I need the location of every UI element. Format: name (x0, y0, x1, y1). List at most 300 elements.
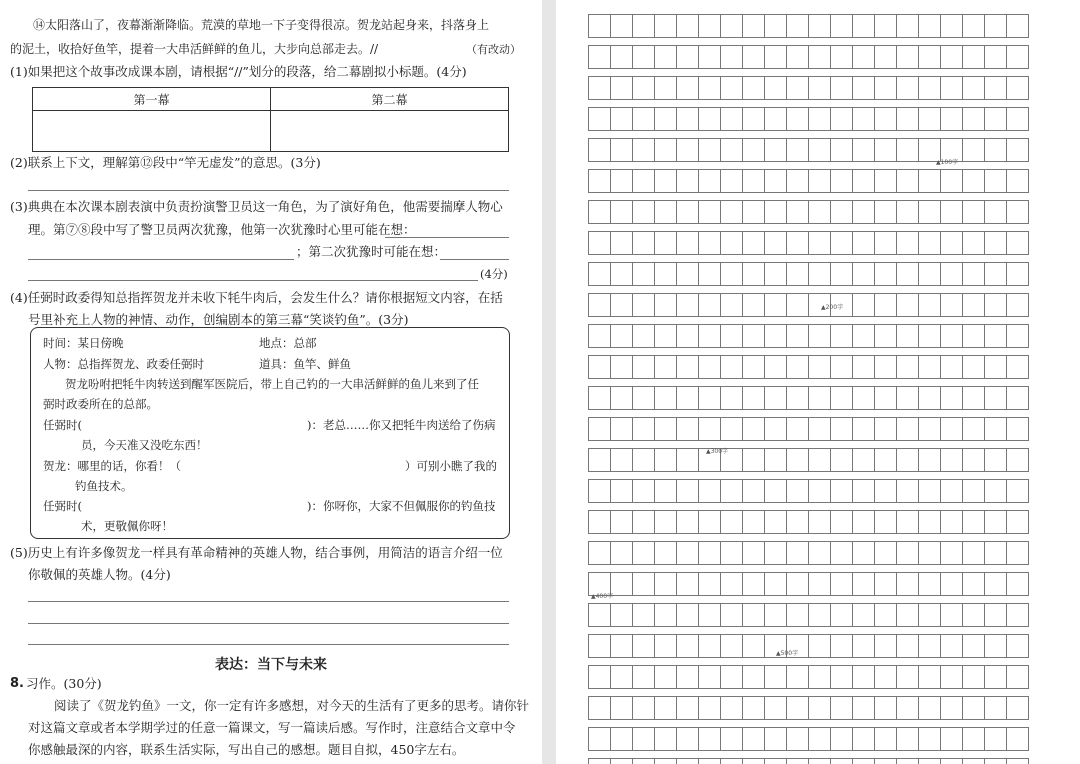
grid-cell[interactable] (589, 232, 611, 254)
grid-cell[interactable] (765, 573, 787, 595)
grid-cell[interactable] (963, 666, 985, 688)
grid-cell[interactable] (875, 201, 897, 223)
grid-cell[interactable] (589, 263, 611, 285)
grid-cell[interactable] (853, 449, 875, 471)
grid-cell[interactable] (919, 387, 941, 409)
grid-cell[interactable] (963, 418, 985, 440)
grid-cell[interactable] (743, 573, 765, 595)
grid-cell[interactable] (831, 15, 853, 37)
grid-cell[interactable] (919, 573, 941, 595)
grid-cell[interactable] (655, 170, 677, 192)
grid-cell[interactable] (985, 449, 1007, 471)
grid-cell[interactable] (919, 15, 941, 37)
grid-cell[interactable] (677, 480, 699, 502)
grid-cell[interactable] (1007, 449, 1029, 471)
grid-cell[interactable] (765, 294, 787, 316)
grid-cell[interactable] (875, 387, 897, 409)
grid-cell[interactable] (677, 46, 699, 68)
grid-cell[interactable] (985, 263, 1007, 285)
grid-cell[interactable] (1007, 635, 1029, 657)
grid-cell[interactable] (589, 325, 611, 347)
grid-cell[interactable] (919, 170, 941, 192)
grid-cell[interactable] (787, 697, 809, 719)
grid-cell[interactable] (699, 325, 721, 347)
grid-cell[interactable] (919, 325, 941, 347)
grid-cell[interactable] (809, 139, 831, 161)
grid-cell[interactable] (875, 77, 897, 99)
grid-cell[interactable] (743, 666, 765, 688)
grid-cell[interactable] (633, 325, 655, 347)
composition-grid[interactable] (588, 14, 1029, 764)
grid-cell[interactable] (897, 325, 919, 347)
grid-cell[interactable] (677, 356, 699, 378)
grid-cell[interactable] (699, 263, 721, 285)
grid-cell[interactable] (721, 356, 743, 378)
grid-cell[interactable] (611, 46, 633, 68)
grid-cell[interactable] (765, 77, 787, 99)
grid-cell[interactable] (875, 542, 897, 564)
grid-cell[interactable] (963, 325, 985, 347)
grid-cell[interactable] (699, 418, 721, 440)
grid-cell[interactable] (655, 139, 677, 161)
grid-cell[interactable] (699, 170, 721, 192)
grid-cell[interactable] (831, 697, 853, 719)
grid-cell[interactable] (875, 418, 897, 440)
grid-cell[interactable] (655, 108, 677, 130)
grid-cell[interactable] (853, 480, 875, 502)
grid-cell[interactable] (765, 325, 787, 347)
grid-cell[interactable] (721, 604, 743, 626)
grid-cell[interactable] (743, 387, 765, 409)
grid-cell[interactable] (809, 418, 831, 440)
grid-cell[interactable] (875, 232, 897, 254)
grid-cell[interactable] (721, 542, 743, 564)
grid-cell[interactable] (699, 77, 721, 99)
grid-cell[interactable] (589, 480, 611, 502)
grid-cell[interactable] (919, 232, 941, 254)
grid-cell[interactable] (743, 728, 765, 750)
grid-cell[interactable] (655, 728, 677, 750)
grid-cell[interactable] (853, 666, 875, 688)
grid-cell[interactable] (985, 542, 1007, 564)
grid-cell[interactable] (743, 697, 765, 719)
grid-cell[interactable] (699, 139, 721, 161)
grid-cell[interactable] (875, 511, 897, 533)
grid-cell[interactable] (787, 604, 809, 626)
grid-cell[interactable] (919, 635, 941, 657)
grid-cell[interactable] (633, 604, 655, 626)
answer-line-q5-1[interactable] (28, 601, 509, 602)
grid-cell[interactable] (831, 46, 853, 68)
grid-cell[interactable] (941, 759, 963, 764)
grid-cell[interactable] (853, 108, 875, 130)
grid-cell[interactable] (985, 604, 1007, 626)
grid-cell[interactable] (699, 728, 721, 750)
grid-cell[interactable] (985, 728, 1007, 750)
grid-cell[interactable] (633, 387, 655, 409)
grid-cell[interactable] (721, 728, 743, 750)
grid-cell[interactable] (809, 201, 831, 223)
grid-cell[interactable] (919, 480, 941, 502)
grid-cell[interactable] (1007, 77, 1029, 99)
grid-cell[interactable] (611, 480, 633, 502)
grid-cell[interactable] (743, 294, 765, 316)
grid-cell[interactable] (809, 728, 831, 750)
grid-cell[interactable] (633, 635, 655, 657)
grid-cell[interactable] (941, 666, 963, 688)
grid-cell[interactable] (897, 511, 919, 533)
grid-cell[interactable] (809, 108, 831, 130)
grid-cell[interactable] (677, 263, 699, 285)
grid-cell[interactable] (1007, 170, 1029, 192)
grid-cell[interactable] (809, 759, 831, 764)
grid-cell[interactable] (765, 480, 787, 502)
grid-cell[interactable] (743, 170, 765, 192)
grid-cell[interactable] (1007, 759, 1029, 764)
grid-cell[interactable] (633, 542, 655, 564)
grid-cell[interactable] (853, 387, 875, 409)
grid-cell[interactable] (985, 325, 1007, 347)
grid-cell[interactable] (787, 728, 809, 750)
grid-cell[interactable] (875, 294, 897, 316)
grid-cell[interactable] (853, 263, 875, 285)
grid-cell[interactable] (1007, 511, 1029, 533)
grid-cell[interactable] (941, 604, 963, 626)
grid-cell[interactable] (721, 263, 743, 285)
grid-cell[interactable] (897, 108, 919, 130)
grid-cell[interactable] (919, 542, 941, 564)
grid-cell[interactable] (677, 728, 699, 750)
grid-cell[interactable] (875, 728, 897, 750)
grid-cell[interactable] (853, 573, 875, 595)
grid-cell[interactable] (809, 170, 831, 192)
grid-cell[interactable] (831, 728, 853, 750)
grid-cell[interactable] (897, 387, 919, 409)
grid-cell[interactable] (831, 139, 853, 161)
grid-cell[interactable] (1007, 263, 1029, 285)
grid-cell[interactable] (765, 139, 787, 161)
grid-cell[interactable] (787, 666, 809, 688)
grid-cell[interactable] (611, 139, 633, 161)
grid-cell[interactable] (809, 697, 831, 719)
grid-cell[interactable] (809, 449, 831, 471)
grid-cell[interactable] (633, 201, 655, 223)
grid-cell[interactable] (611, 542, 633, 564)
grid-cell[interactable] (831, 232, 853, 254)
grid-cell[interactable] (721, 294, 743, 316)
grid-cell[interactable] (611, 15, 633, 37)
grid-cell[interactable] (743, 15, 765, 37)
grid-cell[interactable] (941, 573, 963, 595)
grid-cell[interactable] (875, 170, 897, 192)
grid-cell[interactable] (633, 170, 655, 192)
grid-cell[interactable] (721, 77, 743, 99)
grid-cell[interactable] (765, 511, 787, 533)
grid-cell[interactable] (941, 325, 963, 347)
grid-cell[interactable] (919, 46, 941, 68)
grid-cell[interactable] (589, 387, 611, 409)
grid-cell[interactable] (721, 232, 743, 254)
grid-cell[interactable] (897, 139, 919, 161)
grid-cell[interactable] (919, 511, 941, 533)
grid-cell[interactable] (1007, 604, 1029, 626)
grid-cell[interactable] (655, 232, 677, 254)
grid-cell[interactable] (985, 635, 1007, 657)
grid-cell[interactable] (699, 201, 721, 223)
grid-cell[interactable] (589, 294, 611, 316)
grid-cell[interactable] (787, 387, 809, 409)
grid-cell[interactable] (677, 294, 699, 316)
grid-cell[interactable] (919, 418, 941, 440)
grid-cell[interactable] (721, 46, 743, 68)
grid-cell[interactable] (633, 573, 655, 595)
grid-cell[interactable] (787, 263, 809, 285)
grid-cell[interactable] (699, 759, 721, 764)
grid-cell[interactable] (655, 759, 677, 764)
grid-cell[interactable] (677, 201, 699, 223)
grid-cell[interactable] (941, 15, 963, 37)
grid-cell[interactable] (743, 604, 765, 626)
grid-cell[interactable] (1007, 542, 1029, 564)
grid-cell[interactable] (611, 728, 633, 750)
grid-cell[interactable] (721, 170, 743, 192)
grid-cell[interactable] (853, 604, 875, 626)
grid-cell[interactable] (897, 263, 919, 285)
grid-cell[interactable] (633, 480, 655, 502)
grid-cell[interactable] (655, 480, 677, 502)
grid-cell[interactable] (721, 325, 743, 347)
grid-cell[interactable] (897, 542, 919, 564)
grid-cell[interactable] (677, 232, 699, 254)
grid-cell[interactable] (765, 604, 787, 626)
grid-cell[interactable] (919, 294, 941, 316)
grid-cell[interactable] (611, 325, 633, 347)
grid-cell[interactable] (897, 728, 919, 750)
grid-cell[interactable] (875, 139, 897, 161)
grid-cell[interactable] (677, 542, 699, 564)
grid-cell[interactable] (787, 15, 809, 37)
grid-cell[interactable] (941, 387, 963, 409)
grid-cell[interactable] (941, 449, 963, 471)
grid-cell[interactable] (721, 635, 743, 657)
grid-cell[interactable] (941, 728, 963, 750)
grid-cell[interactable] (941, 542, 963, 564)
grid-cell[interactable] (831, 387, 853, 409)
grid-cell[interactable] (655, 263, 677, 285)
grid-cell[interactable] (897, 604, 919, 626)
grid-cell[interactable] (831, 356, 853, 378)
grid-cell[interactable] (677, 108, 699, 130)
grid-cell[interactable] (985, 480, 1007, 502)
grid-cell[interactable] (941, 511, 963, 533)
grid-cell[interactable] (985, 387, 1007, 409)
grid-cell[interactable] (699, 666, 721, 688)
grid-cell[interactable] (611, 77, 633, 99)
grid-cell[interactable] (963, 449, 985, 471)
grid-cell[interactable] (941, 356, 963, 378)
grid-cell[interactable] (699, 232, 721, 254)
grid-cell[interactable] (985, 77, 1007, 99)
grid-cell[interactable] (831, 170, 853, 192)
grid-cell[interactable] (721, 759, 743, 764)
grid-cell[interactable] (941, 77, 963, 99)
grid-cell[interactable] (809, 77, 831, 99)
grid-cell[interactable] (963, 201, 985, 223)
grid-cell[interactable] (1007, 15, 1029, 37)
grid-cell[interactable] (589, 356, 611, 378)
grid-cell[interactable] (941, 418, 963, 440)
grid-cell[interactable] (919, 604, 941, 626)
grid-cell[interactable] (963, 46, 985, 68)
grid-cell[interactable] (743, 139, 765, 161)
grid-cell[interactable] (633, 356, 655, 378)
grid-cell[interactable] (853, 201, 875, 223)
grid-cell[interactable] (853, 697, 875, 719)
grid-cell[interactable] (787, 170, 809, 192)
grid-cell[interactable] (897, 201, 919, 223)
grid-cell[interactable] (765, 728, 787, 750)
grid-cell[interactable] (589, 635, 611, 657)
grid-cell[interactable] (853, 356, 875, 378)
grid-cell[interactable] (699, 604, 721, 626)
grid-cell[interactable] (611, 449, 633, 471)
grid-cell[interactable] (589, 418, 611, 440)
grid-cell[interactable] (699, 573, 721, 595)
grid-cell[interactable] (765, 759, 787, 764)
grid-cell[interactable] (743, 542, 765, 564)
grid-cell[interactable] (897, 46, 919, 68)
grid-cell[interactable] (831, 759, 853, 764)
grid-cell[interactable] (831, 449, 853, 471)
grid-cell[interactable] (963, 139, 985, 161)
grid-cell[interactable] (699, 46, 721, 68)
grid-cell[interactable] (611, 170, 633, 192)
grid-cell[interactable] (655, 418, 677, 440)
grid-cell[interactable] (589, 46, 611, 68)
grid-cell[interactable] (765, 46, 787, 68)
grid-cell[interactable] (875, 635, 897, 657)
grid-cell[interactable] (963, 511, 985, 533)
grid-cell[interactable] (743, 511, 765, 533)
grid-cell[interactable] (721, 139, 743, 161)
grid-cell[interactable] (655, 201, 677, 223)
grid-cell[interactable] (743, 356, 765, 378)
grid-cell[interactable] (787, 449, 809, 471)
grid-cell[interactable] (633, 15, 655, 37)
grid-cell[interactable] (787, 511, 809, 533)
grid-cell[interactable] (963, 294, 985, 316)
grid-cell[interactable] (985, 666, 1007, 688)
grid-cell[interactable] (633, 759, 655, 764)
grid-cell[interactable] (831, 666, 853, 688)
answer-line-q5-3[interactable] (28, 644, 509, 645)
grid-cell[interactable] (831, 511, 853, 533)
grid-cell[interactable] (743, 201, 765, 223)
grid-cell[interactable] (809, 15, 831, 37)
grid-cell[interactable] (853, 232, 875, 254)
grid-cell[interactable] (655, 573, 677, 595)
grid-cell[interactable] (919, 108, 941, 130)
grid-cell[interactable] (897, 294, 919, 316)
grid-cell[interactable] (809, 46, 831, 68)
grid-cell[interactable] (633, 511, 655, 533)
grid-cell[interactable] (677, 449, 699, 471)
grid-cell[interactable] (787, 542, 809, 564)
grid-cell[interactable] (809, 573, 831, 595)
grid-cell[interactable] (633, 418, 655, 440)
grid-cell[interactable] (633, 697, 655, 719)
grid-cell[interactable] (1007, 201, 1029, 223)
grid-cell[interactable] (853, 325, 875, 347)
grid-cell[interactable] (1007, 108, 1029, 130)
grid-cell[interactable] (633, 666, 655, 688)
grid-cell[interactable] (919, 697, 941, 719)
grid-cell[interactable] (655, 325, 677, 347)
grid-cell[interactable] (897, 418, 919, 440)
grid-cell[interactable] (655, 77, 677, 99)
grid-cell[interactable] (1007, 728, 1029, 750)
grid-cell[interactable] (655, 387, 677, 409)
grid-cell[interactable] (655, 294, 677, 316)
grid-cell[interactable] (677, 15, 699, 37)
grid-cell[interactable] (633, 449, 655, 471)
grid-cell[interactable] (831, 108, 853, 130)
grid-cell[interactable] (963, 573, 985, 595)
grid-cell[interactable] (655, 604, 677, 626)
grid-cell[interactable] (897, 697, 919, 719)
grid-cell[interactable] (611, 573, 633, 595)
grid-cell[interactable] (1007, 139, 1029, 161)
grid-cell[interactable] (853, 139, 875, 161)
grid-cell[interactable] (611, 294, 633, 316)
grid-cell[interactable] (875, 604, 897, 626)
grid-cell[interactable] (787, 418, 809, 440)
grid-cell[interactable] (985, 108, 1007, 130)
grid-cell[interactable] (963, 480, 985, 502)
grid-cell[interactable] (765, 418, 787, 440)
grid-cell[interactable] (589, 201, 611, 223)
grid-cell[interactable] (853, 46, 875, 68)
grid-cell[interactable] (655, 356, 677, 378)
grid-cell[interactable] (853, 77, 875, 99)
grid-cell[interactable] (985, 573, 1007, 595)
grid-cell[interactable] (655, 449, 677, 471)
grid-cell[interactable] (721, 573, 743, 595)
grid-cell[interactable] (919, 201, 941, 223)
grid-cell[interactable] (809, 263, 831, 285)
grid-cell[interactable] (809, 666, 831, 688)
grid-cell[interactable] (699, 15, 721, 37)
grid-cell[interactable] (941, 46, 963, 68)
grid-cell[interactable] (897, 666, 919, 688)
grid-cell[interactable] (853, 759, 875, 764)
grid-cell[interactable] (985, 46, 1007, 68)
grid-cell[interactable] (963, 697, 985, 719)
grid-cell[interactable] (809, 542, 831, 564)
grid-cell[interactable] (809, 232, 831, 254)
grid-cell[interactable] (589, 759, 611, 764)
grid-cell[interactable] (677, 387, 699, 409)
grid-cell[interactable] (611, 697, 633, 719)
grid-cell[interactable] (809, 480, 831, 502)
grid-cell[interactable] (897, 449, 919, 471)
grid-cell[interactable] (743, 108, 765, 130)
grid-cell[interactable] (611, 604, 633, 626)
grid-cell[interactable] (589, 511, 611, 533)
grid-cell[interactable] (677, 759, 699, 764)
grid-cell[interactable] (677, 666, 699, 688)
grid-cell[interactable] (875, 356, 897, 378)
